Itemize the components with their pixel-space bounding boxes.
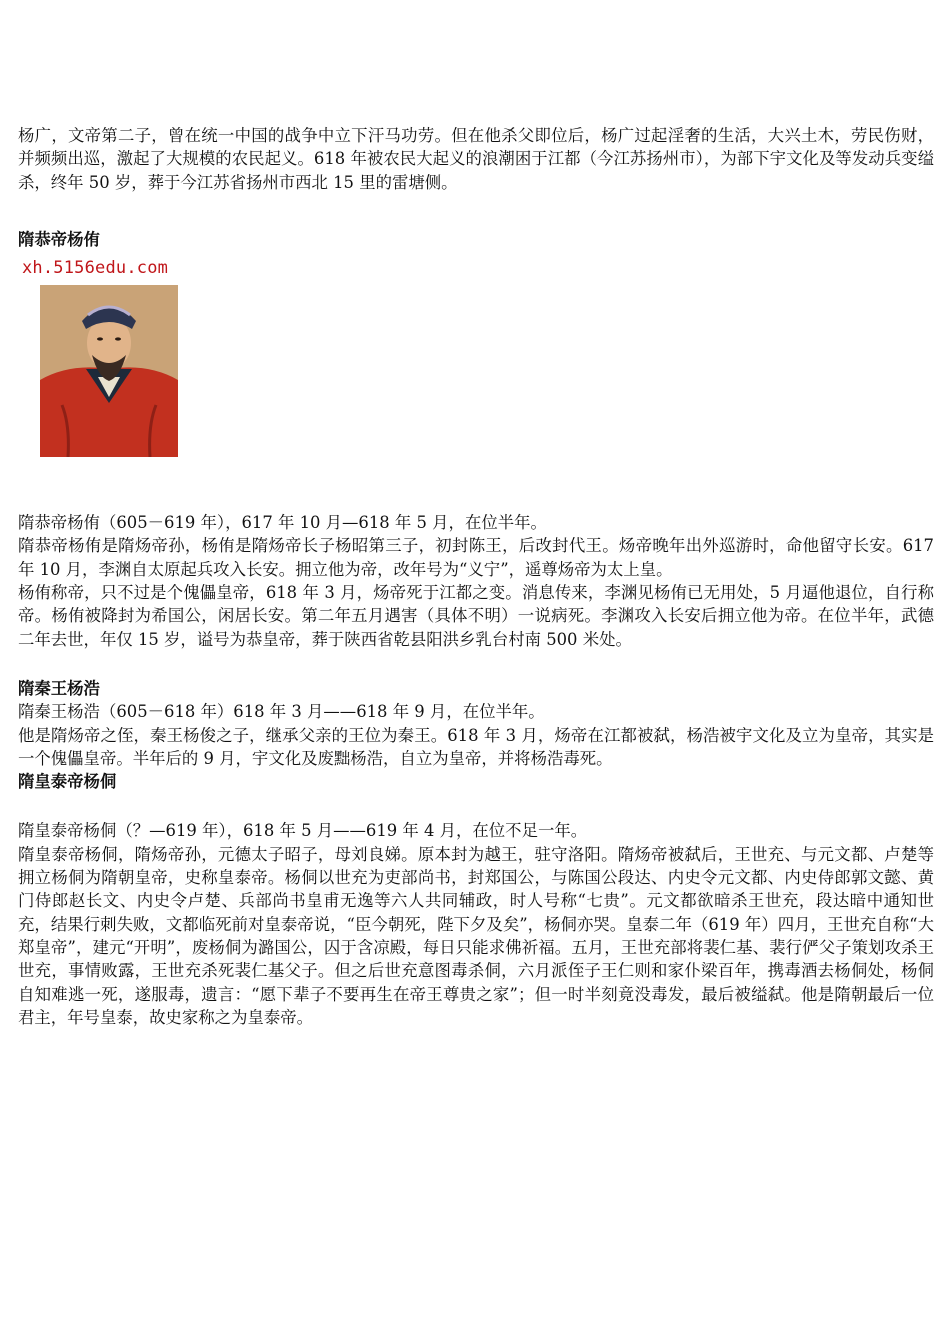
intro-paragraph: 杨广，文帝第二子，曾在统一中国的战争中立下汗马功劳。但在他杀父即位后，杨广过起淫奢的生活，大兴土木，劳民伤财，并频频出巡，激起了大规模的农民起义。618 年被农民大起义的浪潮困于江都（今江苏扬州市），为部下宇文化及等发动兵变缢杀，终年 50 岁，葬于今江苏省扬州市西北 15 里的雷塘侧。 — [18, 126, 934, 192]
taidi-bio: 隋皇泰帝杨侗，隋炀帝孙，元德太子昭子，母刘良娣。原本封为越王，驻守洛阳。隋炀帝被弑后，王世充、与元文都、卢楚等拥立杨侗为隋朝皇帝，史称皇泰帝。杨侗以世充为吏部尚书，封郑国公，与陈国公段达、内史令元文都、内史侍郎郭文懿、黄门侍郎赵长文、内史令卢楚、兵部尚书皇甫无逸等六人共同辅政，时人号称“七贵”。元文都欲暗杀王世充，段达暗中通知世充，结果行刺失败，文都临死前对皇泰帝说，“臣今朝死，陛下夕及矣”，杨侗亦哭。皇泰二年（619 年）四月，王世充自称“大郑皇帝”，建元“开明”，废杨侗为潞国公，囚于含凉殿，每日只能求佛祈福。五月，王世充部将裴仁基、裴行俨父子策划攻杀王世充，事情败露，王世充杀死裴仁基父子。但之后世充意图毒杀侗，六月派侄子王仁则和家仆梁百年，携毒酒去杨侗处，杨侗自知难逃一死，遂服毒，遗言：“愿下辈子不要再生在帝王尊贵之家”；但一时半刻竟没毒发，最后被缢弑。他是隋朝最后一位君主，年号皇泰，故史家称之为皇泰帝。 — [18, 844, 934, 1027]
qinwang-bio: 他是隋炀帝之侄，秦王杨俊之子，继承父亲的王位为秦王。618 年 3 月，炀帝在江都被弑，杨浩被宇文化及立为皇帝，其实是一个傀儡皇帝。半年后的 9 月，宇文化及废黜杨浩，自立为皇帝，并将杨浩毒死。 — [18, 725, 934, 768]
gongdi-reign: 隋恭帝杨侑（605－619 年），617 年 10 月—618 年 5 月，在位半年。 — [18, 513, 547, 533]
portrait-painting — [40, 285, 178, 457]
document-body — [18, 124, 934, 1029]
portrait-image — [18, 255, 198, 485]
heading-taidi: 隋皇泰帝杨侗 — [18, 772, 117, 792]
gongdi-death: 杨侑称帝，只不过是个傀儡皇帝，618 年 3 月，炀帝死于江都之变。消息传来，李渊见杨侑已无用处，5 月逼他退位，自行称帝。杨侑被降封为希国公，闲居长安。第二年五月遇害（具体不明）一说病死。李渊攻入长安后拥立他为帝。在位半年，武德二年去世，年仅 15 岁，谥号为恭皇帝，葬于陕西省乾县阳洪乡乳台村南 500 米处。 — [18, 583, 934, 649]
gongdi-bio: 隋恭帝杨侑是隋炀帝孙，杨侑是隋炀帝长子杨昭第三子，初封陈王，后改封代王。炀帝晚年出外巡游时，命他留守长安。617 年 10 月，李渊自太原起兵攻入长安。拥立他为帝，改年号为“义宁”，遥尊炀帝为太上皇。 — [18, 536, 934, 579]
taidi-reign: 隋皇泰帝杨侗（？—619 年），618 年 5 月——619 年 4 月，在位不足一年。 — [18, 821, 588, 841]
heading-gongdi: 隋恭帝杨侑 — [18, 229, 100, 249]
image-watermark: xh.5156edu.com — [22, 258, 169, 279]
heading-qinwang: 隋秦王杨浩 — [18, 678, 100, 698]
qinwang-reign: 隋秦王杨浩（605－618 年）618 年 3 月——618 年 9 月，在位半年。 — [18, 702, 545, 722]
